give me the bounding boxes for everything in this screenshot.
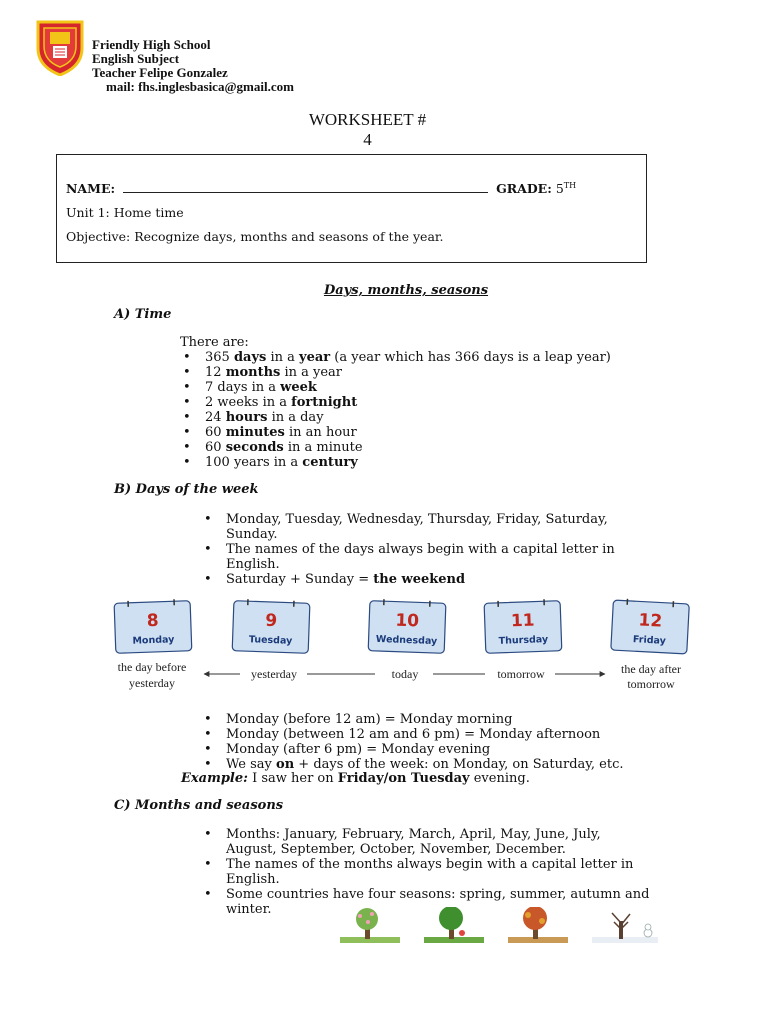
section-b-body	[201, 512, 641, 587]
timeline-label-day-after-1: the day after	[621, 662, 681, 676]
day-part-item: • Monday (between 12 am and 6 pm) = Monday afternoon	[201, 727, 651, 742]
calendar-day: Tuesday	[248, 634, 293, 647]
calendar-number: 8	[146, 610, 160, 632]
time-item: • 100 years in a century	[180, 455, 650, 470]
timeline-label-yesterday: yesterday	[251, 667, 297, 681]
day-part-item: • Monday (before 12 am) = Monday morning	[201, 712, 651, 727]
timeline-label-day-after-2: tomorrow	[627, 677, 675, 691]
time-item: • 60 seconds in a minute	[180, 440, 650, 455]
section-b-body-2	[201, 712, 651, 772]
calendar-page-friday	[611, 598, 690, 654]
time-item: • 24 hours in a day	[180, 410, 650, 425]
calendar-number: 12	[638, 610, 663, 632]
spring-tree-icon	[340, 908, 400, 943]
name-label: NAME:	[66, 181, 116, 197]
worksheet-number: 4	[363, 130, 372, 149]
time-item: • 60 minutes in an hour	[180, 425, 650, 440]
section-a-intro: There are:	[180, 335, 249, 350]
days-item: • Monday, Tuesday, Wednesday, Thursday, Friday, Saturday, Sunday.	[201, 512, 641, 542]
winter-tree-icon	[592, 913, 658, 943]
section-a-body	[180, 335, 650, 470]
example-label: Example:	[181, 771, 248, 786]
months-item: • Months: January, February, March, April, May, June, July, August, September, October, November, December.	[201, 827, 651, 857]
calendar-day: Wednesday	[375, 633, 438, 648]
time-list	[180, 350, 650, 470]
timeline-label-day-before-1: the day before	[117, 660, 187, 674]
calendar-number: 9	[264, 610, 278, 632]
timeline-label-day-before-2: yesterday	[129, 676, 175, 690]
section-c-title: C) Months and seasons	[114, 798, 284, 813]
autumn-tree-icon	[508, 907, 568, 943]
calendar-page-tuesday	[232, 599, 310, 654]
section-b-title: B) Days of the week	[114, 482, 259, 497]
calendar-day: Thursday	[498, 634, 549, 647]
calendar-page-monday	[114, 599, 192, 654]
teacher-name: Teacher Felipe Gonzalez	[92, 65, 228, 80]
calendar-page-wednesday	[368, 599, 446, 654]
calendar-number: 10	[395, 610, 420, 632]
grade-label: GRADE:	[496, 181, 552, 197]
time-item: • 2 weeks in a fortnight	[180, 395, 650, 410]
school-name: Friendly High School	[92, 37, 211, 52]
calendar-day: Friday	[632, 634, 667, 647]
time-item: • 7 days in a week	[180, 380, 650, 395]
school-crest-logo	[34, 18, 86, 76]
months-item: • Some countries have four seasons: spring, summer, autumn and winter.	[201, 887, 651, 917]
day-part-item: • Monday (after 6 pm) = Monday evening	[201, 742, 651, 757]
worksheet-title-text: WORKSHEET #	[308, 110, 427, 129]
subject-name: English Subject	[92, 51, 180, 66]
section-c-body	[201, 827, 651, 917]
months-item: • The names of the months always begin with a capital letter in English.	[201, 857, 651, 887]
unit-text: Unit 1: Home time	[66, 205, 184, 220]
days-list	[201, 512, 641, 587]
example-line: Example: I saw her on Friday/on Tuesday evening.	[181, 771, 530, 786]
months-list	[201, 827, 651, 917]
calendar-timeline-illustration	[100, 596, 700, 696]
time-item: • 365 days in a year (a year which has 366 days is a leap year)	[180, 350, 650, 365]
school-header	[92, 38, 294, 94]
seasons-trees-illustration	[332, 907, 676, 945]
calendar-day: Monday	[132, 634, 175, 647]
worksheet-title	[0, 110, 735, 150]
days-item: • The names of the days always begin with a capital letter in English.	[201, 542, 641, 572]
day-parts-list	[201, 712, 651, 772]
student-info-box	[56, 154, 647, 263]
day-part-item: • We say on + days of the week: on Monday, on Saturday, etc.	[201, 757, 651, 772]
calendar-number: 11	[510, 610, 535, 632]
section-a-title: A) Time	[114, 307, 172, 322]
main-heading: Days, months, seasons	[323, 283, 489, 298]
timeline-label-tomorrow: tomorrow	[497, 667, 545, 681]
summer-tree-icon	[424, 907, 484, 943]
calendar-page-thursday	[484, 599, 562, 654]
name-grade-row	[66, 181, 646, 205]
name-blank-line[interactable]	[123, 182, 488, 193]
grade-value: 5TH	[555, 181, 577, 197]
timeline-label-today: today	[391, 667, 419, 681]
teacher-mail: mail: fhs.inglesbasica@gmail.com	[106, 79, 294, 94]
objective-text: Objective: Recognize days, months and seasons of the year.	[66, 229, 444, 244]
days-item: • Saturday + Sunday = the weekend	[201, 572, 641, 587]
time-item: • 12 months in a year	[180, 365, 650, 380]
